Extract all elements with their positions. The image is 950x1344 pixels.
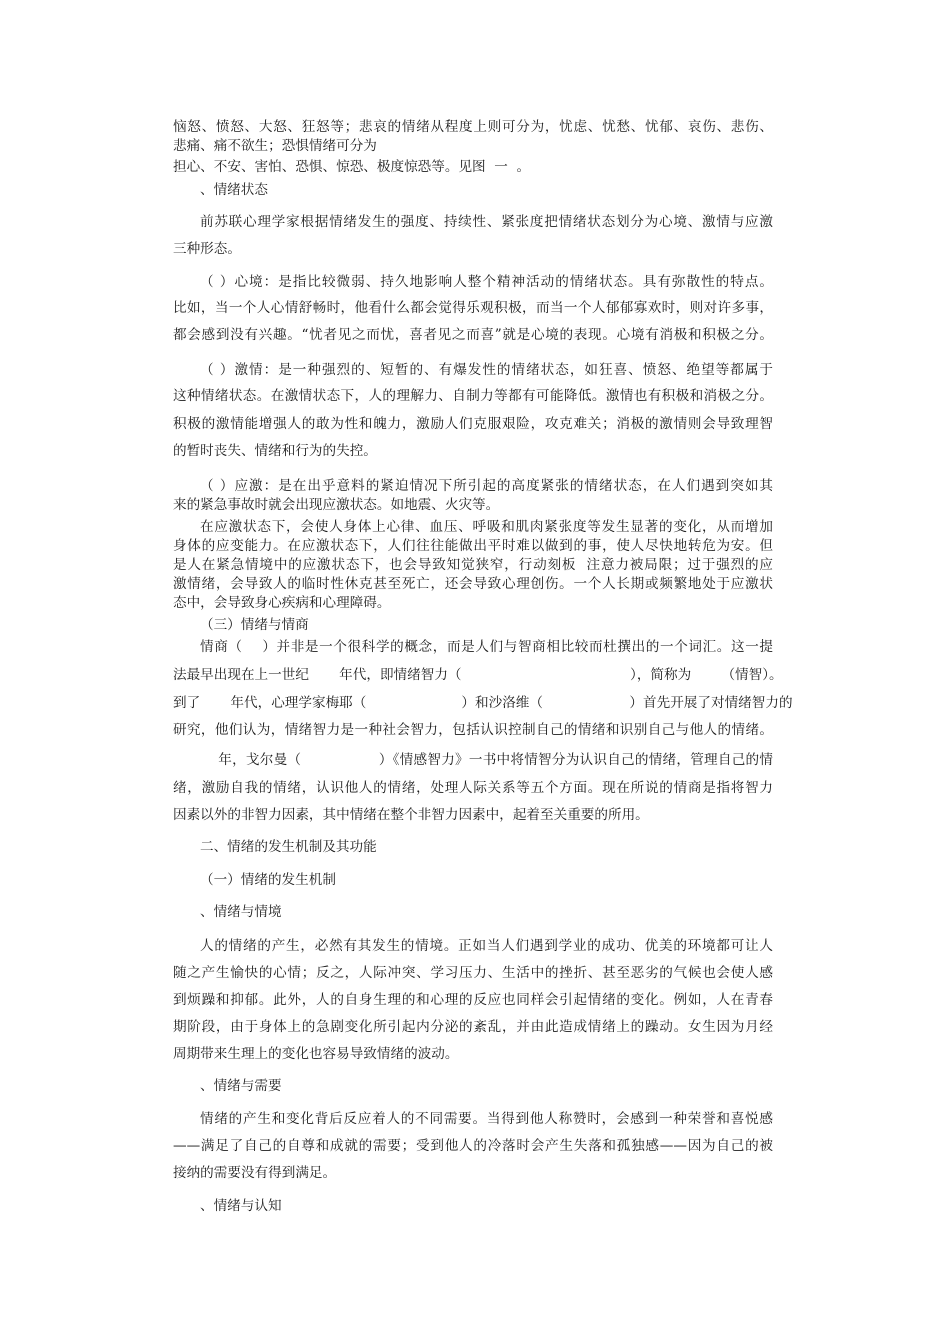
text-line: 年，戈尔曼（ ）《情感智力》一书中将情智分为认识自己的情绪，管理自己的情 [200,752,773,768]
text-line: 三种形态。 [173,241,241,257]
section-heading: 二、情绪的发生机制及其功能 [200,839,377,855]
text-line: 到了 年代，心理学家梅耶（ ）和沙洛维（ ）首先开展了对情绪智力的 [173,695,793,711]
text-line: 因素以外的非智力因素，其中情绪在整个非智力因素中，起着至关重要的所用。 [173,807,649,823]
text-line: 来的紧急事故时就会出现应激状态。如地震、火灾等。 [173,497,500,513]
text-line: （ ）应激：是在出乎意料的紧迫情况下所引起的高度紧张的情绪状态，在人们遇到突如其 [200,478,773,494]
text-line: 这种情绪状态。在激情状态下，人的理解力、自制力等都有可能降低。激情也有积极和消极之分。 [173,388,773,404]
text-line: 绪，激励自我的情绪，认识他人的情绪，处理人际关系等五个方面。现在所说的情商是指将智力 [173,780,773,796]
text-line: （ ）心境：是指比较微弱、持久地影响人整个精神活动的情绪状态。具有弥散性的特点。 [200,274,773,290]
text-line: 周期带来生理上的变化也容易导致情绪的波动。 [173,1046,459,1062]
subsection-heading: 、情绪与认知 [200,1198,282,1214]
text-line: 到烦躁和抑郁。此外，人的自身生理的和心理的反应也同样会引起情绪的变化。例如，人在青春 [173,992,773,1008]
text-line: 激情绪，会导致人的临时性休克甚至死亡，还会导致心理创伤。一个人长期或频繁地处于应激状 [173,576,773,592]
text-line: 都会感到没有兴趣。“忧者见之而忧，喜者见之而喜”就是心境的表现。心境有消极和积极之分。 [173,327,773,343]
text-line: 的暂时丧失、情绪和行为的失控。 [173,443,377,459]
text-line: 是人在紧急情境中的应激状态下，也会导致知觉狭窄，行动刻板 注意力被局限；过于强烈的应 [173,557,773,573]
section-heading: 、情绪状态 [200,182,268,198]
text-line: 情商（ ）并非是一个很科学的概念，而是人们与智商相比较而杜撰出的一个词汇。这一提 [200,639,773,655]
text-line: 前苏联心理学家根据情绪发生的强度、持续性、紧张度把情绪状态划分为心境、激情与应激 [200,214,773,230]
text-line: 悲痛、痛不欲生；恐惧情绪可分为 [173,138,377,154]
text-line: 情绪的产生和变化背后反应着人的不同需要。当得到他人称赞时，会感到一种荣誉和喜悦感 [200,1111,773,1127]
text-line: 担心、不安、害怕、恐惧、惊恐、极度惊恐等。见图 一 。 [173,159,531,175]
text-line: 恼怒、愤怒、大怒、狂怒等；悲哀的情绪从程度上则可分为，忧虑、忧愁、忧郁、哀伤、悲伤、 [173,119,773,135]
text-line: 态中，会导致身心疾病和心理障碍。 [173,595,391,611]
text-line: 身体的应变能力。在应激状态下，人们往往能做出平时难以做到的事，使人尽快地转危为安。但 [173,538,773,554]
text-line: ——满足了自己的自尊和成就的需要；受到他人的冷落时会产生失落和孤独感——因为自己的被 [173,1138,773,1154]
text-line: 法最早出现在上一世纪 年代，即情绪智力（ ），简称为 （情智）。 [173,667,783,683]
text-line: 在应激状态下，会使人身体上心律、血压、呼吸和肌肉紧张度等发生显著的变化，从而增加 [200,519,773,535]
text-line: 期阶段，由于身体上的急剧变化所引起内分泌的紊乱，并由此造成情绪上的躁动。女生因为月经 [173,1019,773,1035]
text-line: 随之产生愉快的心情；反之，人际冲突、学习压力、生活中的挫折、甚至恶劣的气候也会使人感 [173,965,773,981]
subsection-heading: 、情绪与情境 [200,904,282,920]
subsection-heading: 、情绪与需要 [200,1078,282,1094]
text-line: （ ）激情：是一种强烈的、短暂的、有爆发性的情绪状态，如狂喜、愤怒、绝望等都属于 [200,362,773,378]
text-line: 接纳的需要没有得到满足。 [173,1165,337,1181]
text-line: 研究，他们认为，情绪智力是一种社会智力，包括认识控制自己的情绪和识别自己与他人的情绪。 [173,722,773,738]
section-heading: （三）情绪与情商 [200,617,309,633]
subsection-heading: （一）情绪的发生机制 [200,872,336,888]
text-line: 积极的激情能增强人的敢为性和魄力，激励人们克服艰险，攻克难关；消极的激情则会导致理智 [173,416,773,432]
text-line: 人的情绪的产生，必然有其发生的情境。正如当人们遇到学业的成功、优美的环境都可让人 [200,938,773,954]
text-line: 比如，当一个人心情舒畅时，他看什么都会觉得乐观积极，而当一个人郁郁寡欢时，则对许多事， [173,300,773,316]
